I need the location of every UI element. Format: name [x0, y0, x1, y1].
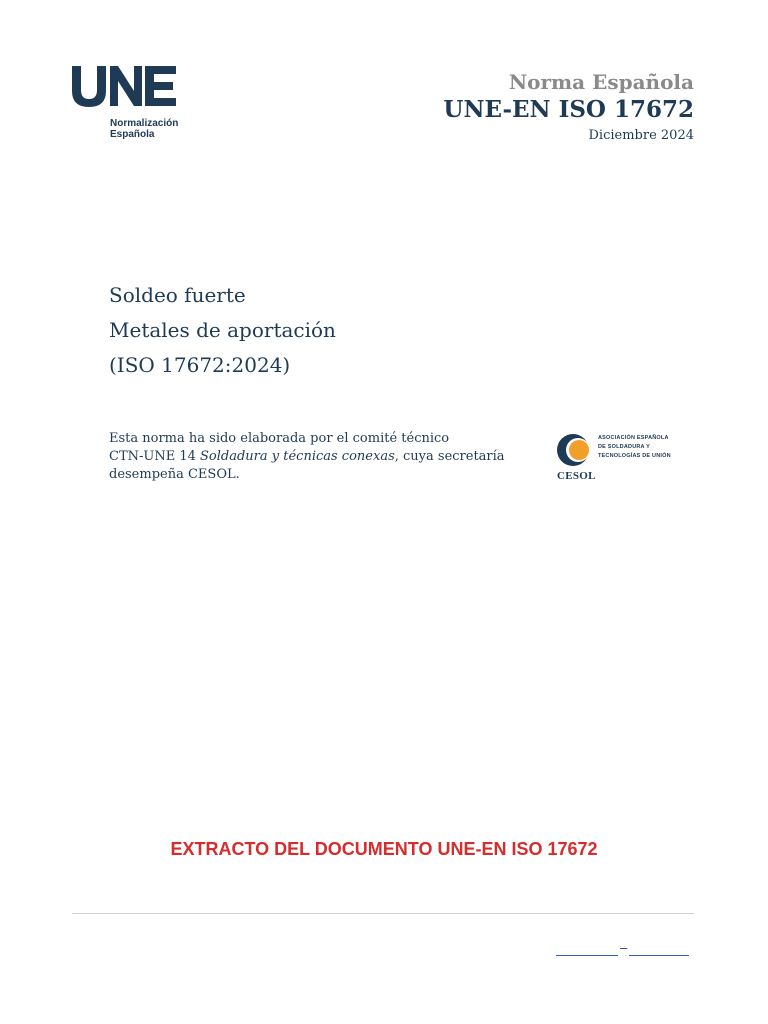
footer-link-right[interactable]	[629, 955, 689, 956]
standard-code: UNE-EN ISO 17672	[443, 96, 694, 123]
document-title-line1: Soldeo fuerte	[109, 283, 246, 307]
une-logo	[72, 66, 182, 146]
committee-text-part3: , cuya secretaría desempeña CESOL.	[109, 449, 505, 482]
footer-divider	[72, 913, 694, 914]
committee-text-part2: CTN-UNE 14	[109, 449, 201, 464]
publication-date: Diciembre 2024	[588, 128, 694, 143]
cesol-logo	[556, 432, 674, 484]
committee-text-part1: Esta norma ha sido elaborada por el comité técnico	[109, 431, 450, 446]
norma-label: Norma Española	[508, 70, 694, 94]
logo-subtitle-line1: Normalización	[110, 118, 179, 129]
logo-subtitle-line2: Española	[110, 129, 155, 140]
extract-notice: EXTRACTO DEL DOCUMENTO UNE-EN ISO 17672	[170, 839, 598, 859]
cesol-name: CESOL	[557, 470, 596, 482]
footer-separator: –	[620, 940, 628, 955]
footer-links	[556, 940, 696, 960]
document-title-line3: (ISO 17672:2024)	[109, 353, 291, 377]
committee-statement	[109, 430, 509, 484]
cesol-association-text: ASOCIACIÓN ESPAÑOLA DE SOLDADURA Y TECNOLOGÍAS DE UNIÓN	[598, 435, 671, 459]
footer-link-left[interactable]	[556, 955, 618, 956]
committee-name: Soldadura y técnicas conexas	[200, 449, 395, 464]
cesol-emblem-icon	[556, 432, 596, 468]
une-wordmark	[72, 66, 178, 108]
document-title-line2: Metales de aportación	[109, 318, 336, 342]
